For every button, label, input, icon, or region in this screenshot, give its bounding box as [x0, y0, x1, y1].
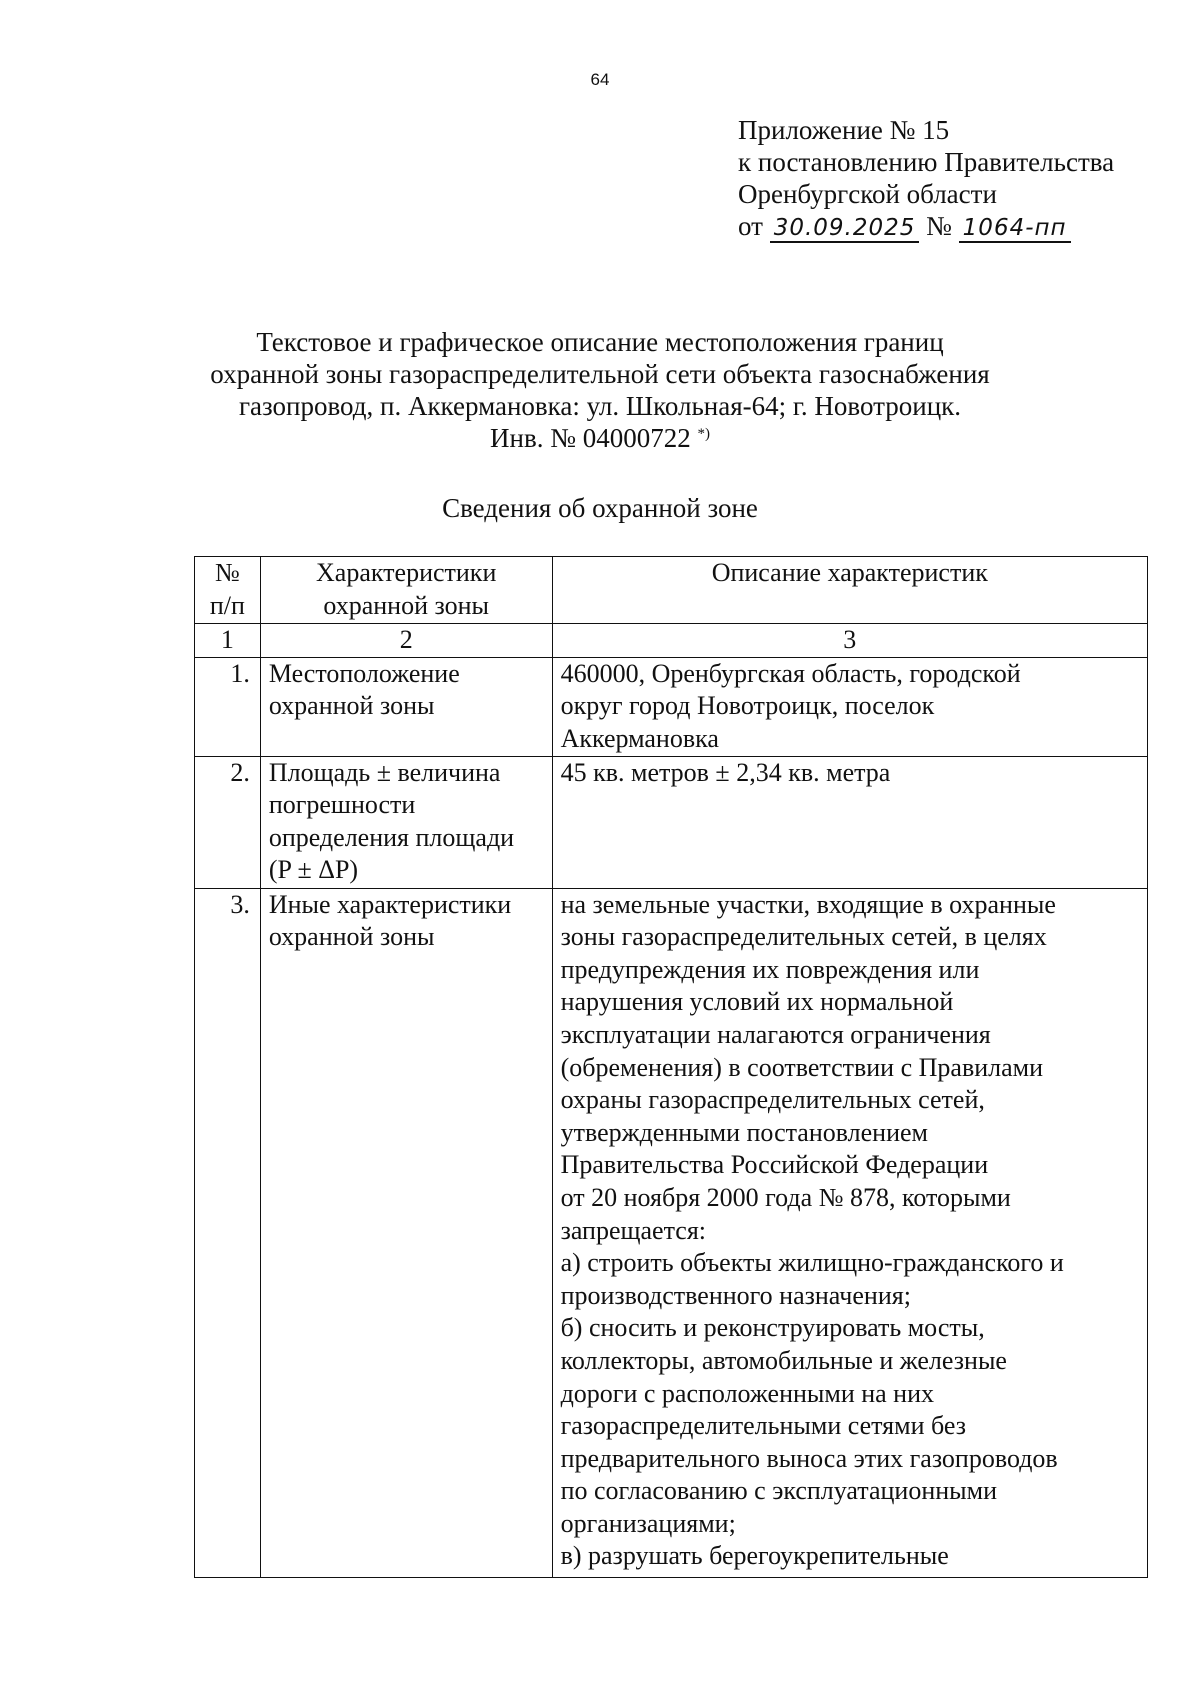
zone-info-table: [194, 556, 1148, 1578]
column-number-3: 3: [552, 624, 1147, 658]
header-description: Описание характеристик: [552, 557, 1147, 624]
row-description: [552, 756, 1147, 888]
column-number-row: [195, 624, 1148, 658]
description-line: 460000, Оренбургская область, городской: [560, 658, 1021, 688]
characteristic-line: (P ± ΔP): [268, 855, 359, 885]
description-line: Правительства Российской Федерации: [560, 1150, 989, 1180]
header-char-line-2: охранной зоны: [323, 590, 490, 620]
description-line: эксплуатации налагаются ограничения: [560, 1019, 991, 1049]
title-line-4: [0, 422, 1200, 454]
document-title: [0, 326, 1200, 454]
description-line: Аккермановка: [560, 723, 719, 753]
description-line: запрещается:: [560, 1215, 707, 1245]
column-number-2: 2: [260, 624, 552, 658]
description-line: предварительного выноса этих газопроводов: [560, 1443, 1058, 1473]
description-line: организациями;: [560, 1508, 736, 1538]
description-line: охраны газораспределительных сетей,: [560, 1085, 985, 1115]
title-line-2: охранной зоны газораспределительной сети объекта газоснабжения: [210, 359, 990, 389]
characteristic-line: Иные характеристики: [268, 889, 512, 919]
header-char-line-1: Характеристики: [316, 558, 497, 587]
section-subtitle: Сведения об охранной зоне: [442, 493, 758, 523]
page-number: 64: [590, 70, 610, 89]
date-prefix: от: [738, 211, 763, 241]
row-characteristic: [260, 888, 552, 1577]
table-row: [195, 756, 1148, 888]
description-line: утвержденными постановлением: [560, 1117, 929, 1147]
characteristic-line: Площадь ± величина: [268, 757, 501, 787]
description-line: в) разрушать берегоукрепительные: [560, 1541, 949, 1571]
description-line: 45 кв. метров ± 2,34 кв. метра: [560, 757, 891, 787]
row-description: [552, 888, 1147, 1577]
row-characteristic: [260, 756, 552, 888]
header-characteristics: [260, 557, 552, 624]
description-line: по согласованию с эксплуатационными: [560, 1476, 998, 1506]
description-line: (обременения) в соответствии с Правилами: [560, 1052, 1044, 1082]
description-line: газораспределительными сетями без: [560, 1411, 966, 1441]
appendix-line-1: Приложение № 15: [738, 115, 950, 145]
description-line: а) строить объекты жилищно-гражданского и: [560, 1248, 1064, 1278]
title-line-1: Текстовое и графическое описание местоположения границ: [256, 327, 944, 357]
description-line: округ город Новотроицк, поселок: [560, 691, 935, 721]
characteristic-line: Местоположение: [268, 658, 460, 688]
characteristic-line: охранной зоны: [268, 691, 435, 721]
row-number: 2.: [195, 756, 261, 888]
appendix-date-line: [738, 210, 1114, 243]
description-line: дороги с расположенными на них: [560, 1378, 935, 1408]
appendix-line-3: Оренбургской области: [738, 179, 997, 209]
title-line-3: газопровод, п. Аккермановка: ул. Школьная-64; г. Новотроицк.: [238, 391, 962, 421]
table-row: [195, 888, 1148, 1577]
row-description: [552, 657, 1147, 756]
description-line: нарушения условий их нормальной: [560, 987, 954, 1017]
table-row: [195, 657, 1148, 756]
handwritten-date: 30.09.2025: [770, 215, 920, 243]
header-num-line-1: №: [215, 558, 240, 587]
column-number-1: 1: [195, 624, 261, 658]
description-line: на земельные участки, входящие в охранные: [560, 889, 1056, 919]
description-line: коллекторы, автомобильные и железные: [560, 1345, 1007, 1375]
description-line: от 20 ноября 2000 года № 878, которыми: [560, 1182, 1011, 1212]
appendix-block: [738, 114, 1114, 243]
appendix-line-2: к постановлению Правительства: [738, 147, 1115, 177]
characteristic-line: погрешности: [268, 790, 416, 820]
row-number: 3.: [195, 888, 261, 1577]
characteristic-line: охранной зоны: [268, 922, 435, 952]
row-number: 1.: [195, 657, 261, 756]
description-line: зоны газораспределительных сетей, в целях: [560, 922, 1047, 952]
description-line: предупреждения их повреждения или: [560, 954, 980, 984]
row-characteristic: [260, 657, 552, 756]
number-prefix: №: [926, 211, 952, 241]
description-line: б) сносить и реконструировать мосты,: [560, 1313, 985, 1343]
header-num: [195, 557, 261, 624]
handwritten-number: 1064-пп: [959, 215, 1071, 243]
inventory-number: Инв. № 04000722: [490, 423, 691, 453]
description-line: производственного назначения;: [560, 1280, 911, 1310]
table-header-row: [195, 557, 1148, 624]
footnote-mark: *): [697, 426, 710, 442]
characteristic-line: определения площади: [268, 822, 515, 852]
header-num-line-2: п/п: [209, 590, 245, 620]
